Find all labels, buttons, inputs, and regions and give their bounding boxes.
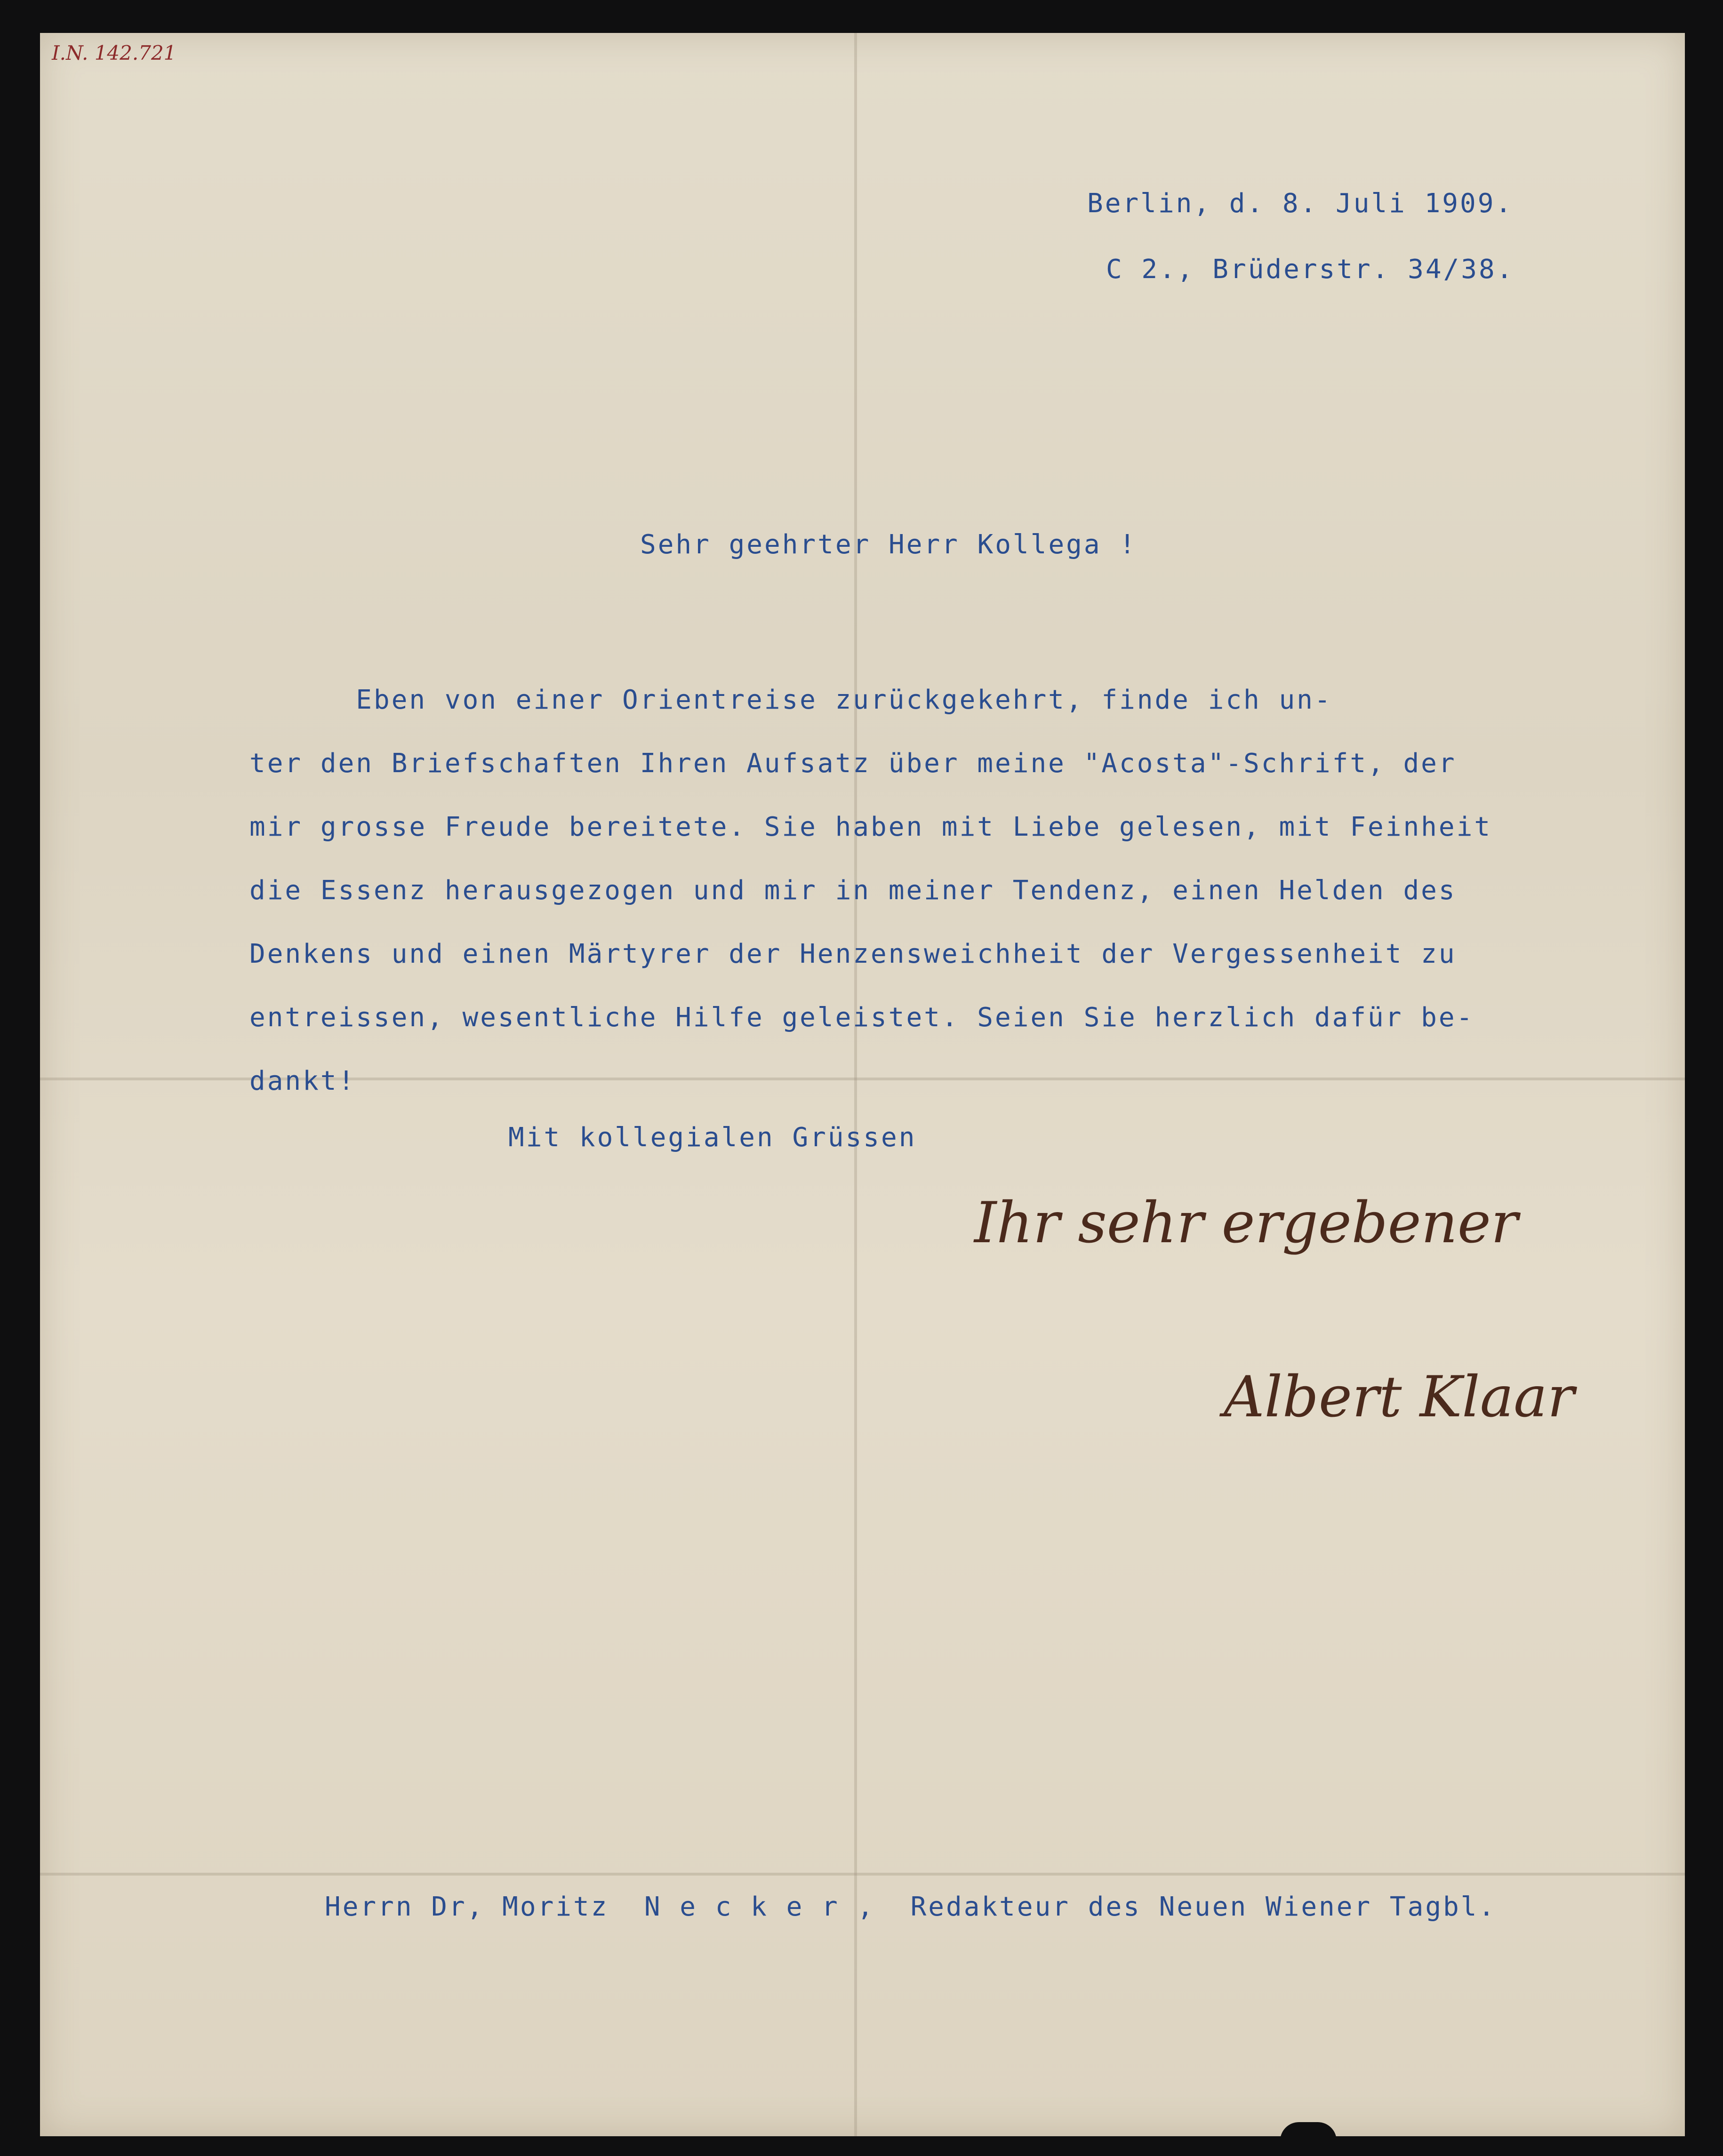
archive-mark: I.N. 142.721 (52, 41, 176, 64)
body-line: entreissen, wesentliche Hilfe geleistet. Seien Sie herzlich dafür be- (249, 1002, 1475, 1033)
closing: Mit kollegialen Grüssen (508, 1122, 917, 1153)
body-line: die Essenz herausgezogen und mir in meiner Tendenz, einen Helden des (249, 875, 1457, 906)
salutation: Sehr geehrter Herr Kollega ! (640, 529, 1138, 560)
address-line: C 2., Brüderstr. 34/38. (1106, 254, 1515, 285)
signature-name: Albert Klaar (1224, 1365, 1575, 1430)
body-line: ter den Briefschaften Ihren Aufsatz über meine "Acosta"-Schrift, der (249, 748, 1457, 779)
body-line: Eben von einer Orientreise zurückgekehrt, finde ich un- (249, 685, 1332, 715)
body-line: dankt! (249, 1066, 356, 1096)
horizontal-fold-lower (40, 1873, 1685, 1876)
body-line: Denkens und einen Märtyrer der Henzensweichheit der Vergessenheit zu (249, 939, 1457, 969)
recipient-line: Herrn Dr, Moritz N e c k e r , Redakteur des Neuen Wiener Tagbl. (325, 1892, 1497, 1922)
vertical-fold (854, 33, 857, 2136)
paper-tear (1280, 2122, 1337, 2155)
date-line: Berlin, d. 8. Juli 1909. (1087, 188, 1514, 219)
signature-greeting: Ihr sehr ergebener (974, 1190, 1518, 1256)
body-line: mir grosse Freude bereitete. Sie haben mit Liebe gelesen, mit Feinheit (249, 812, 1492, 842)
